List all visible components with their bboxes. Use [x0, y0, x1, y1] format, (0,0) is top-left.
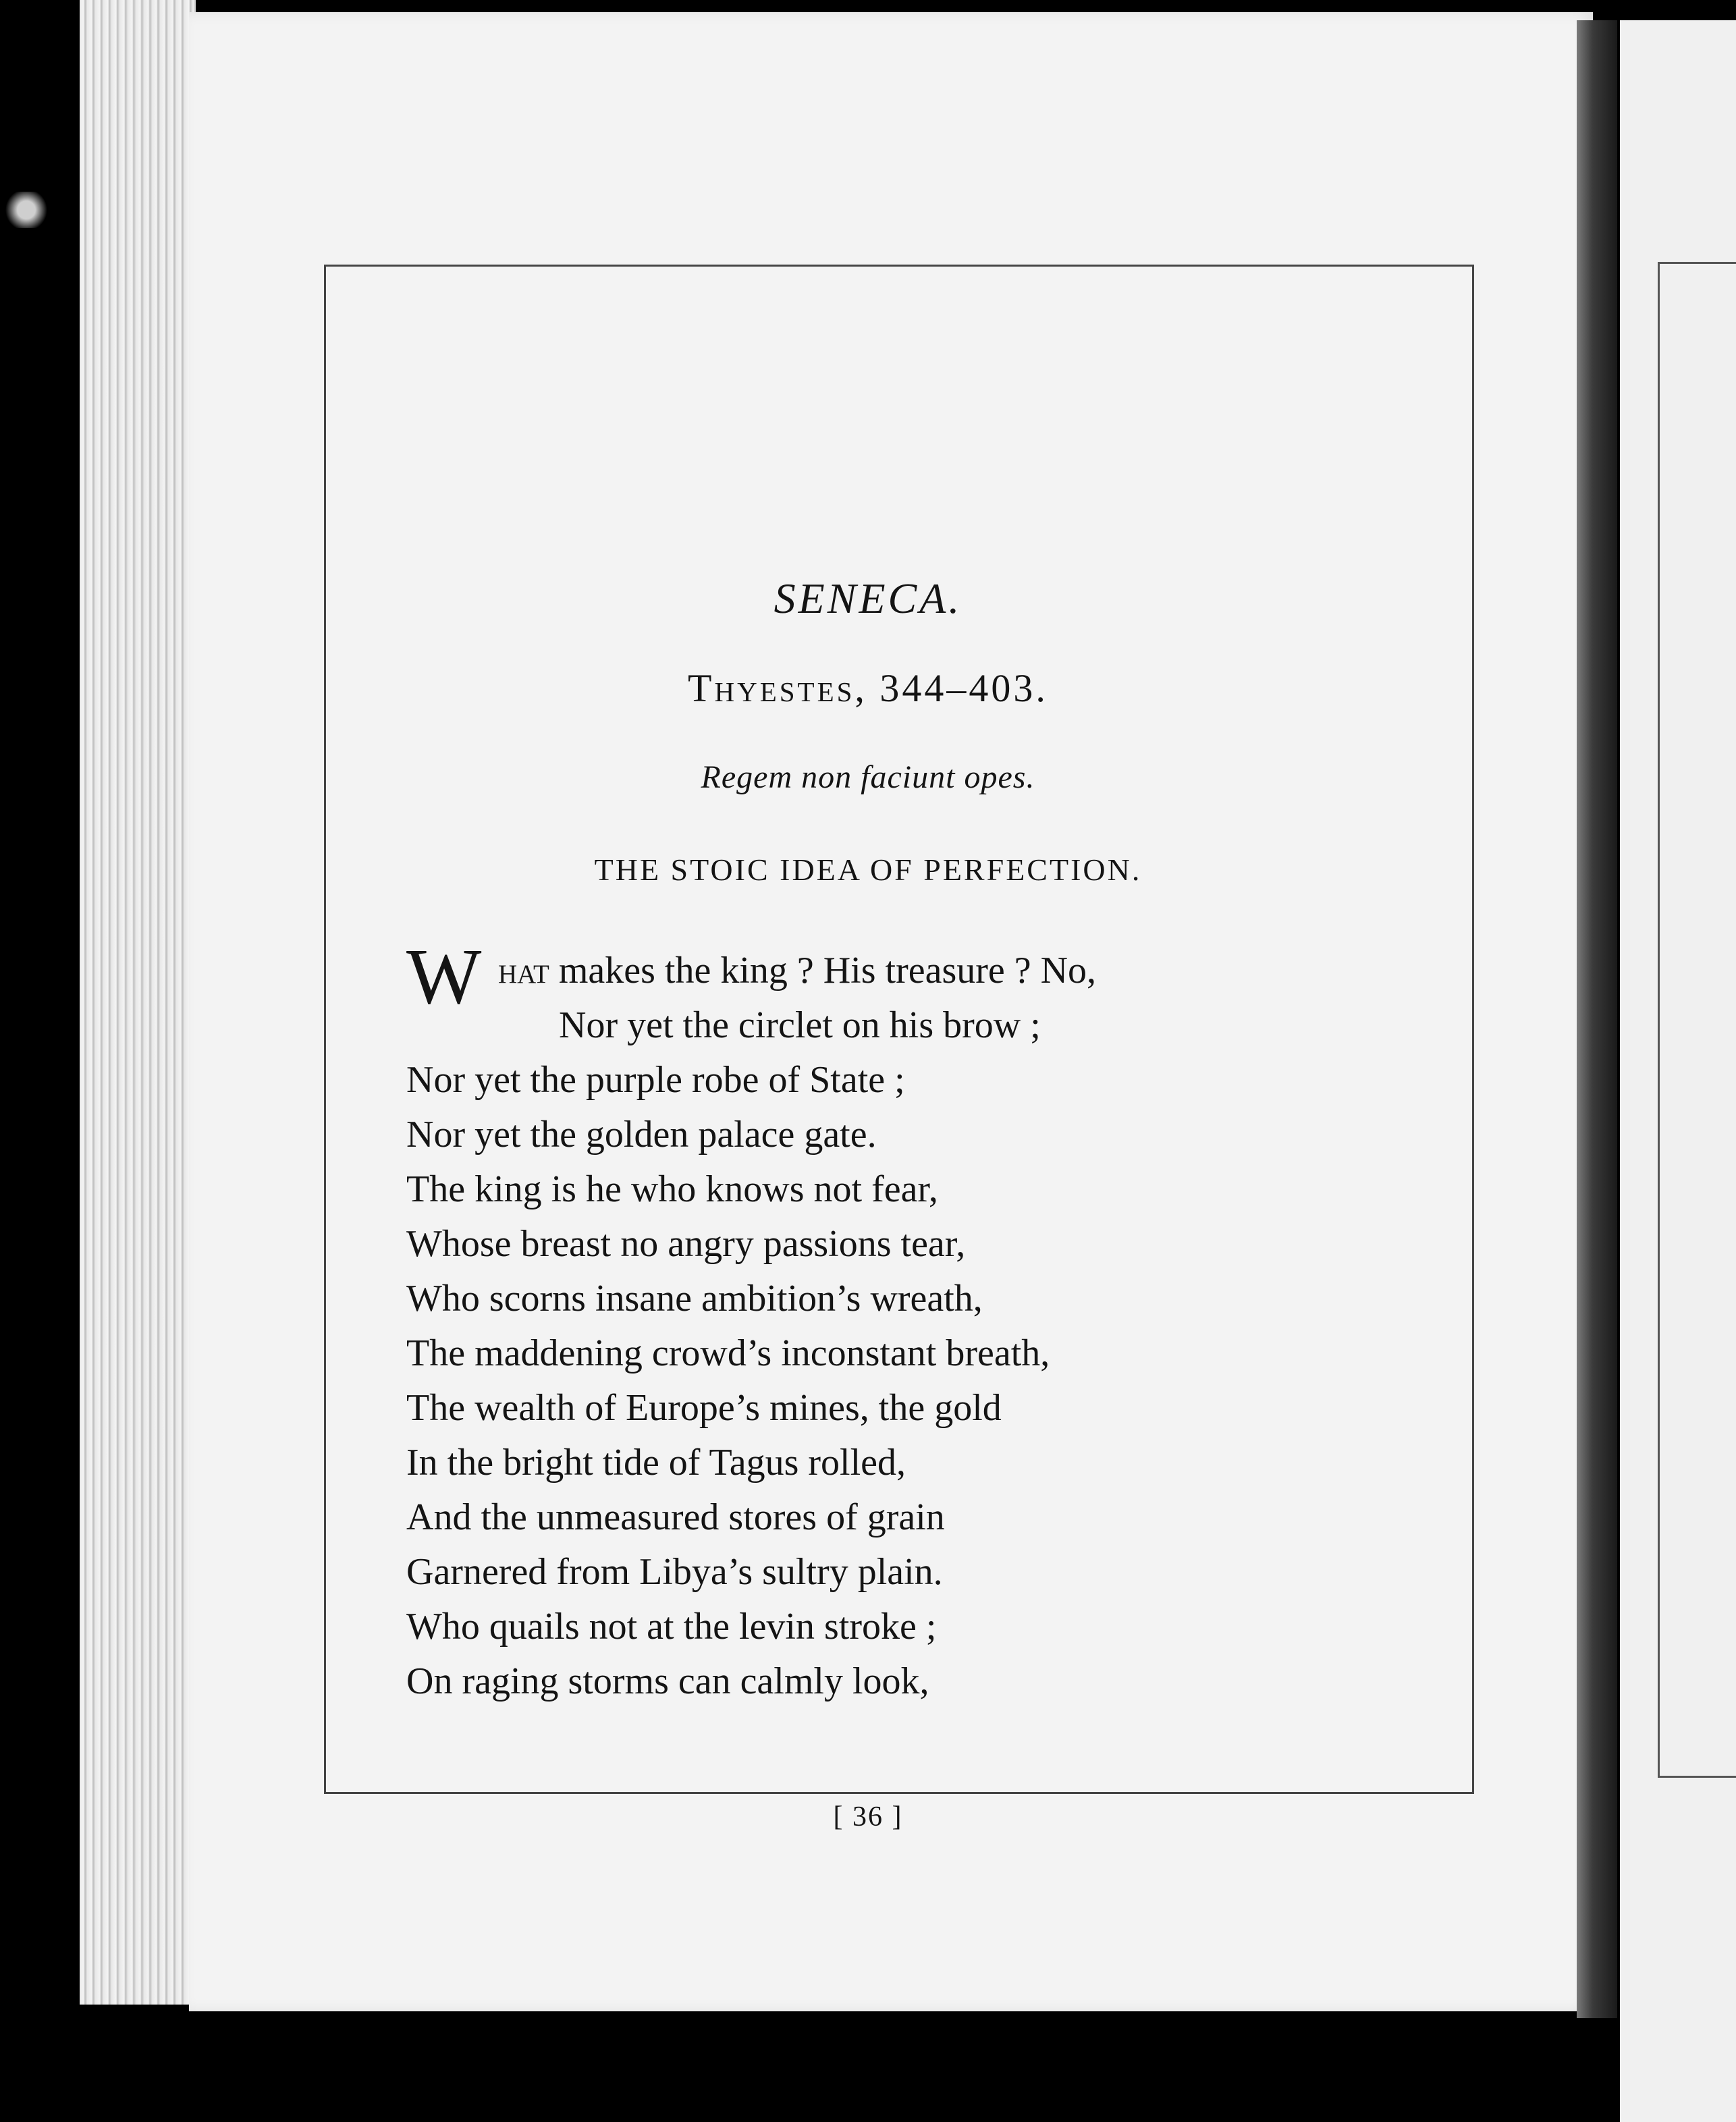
page-subtitle: Thyestes, 344–403.: [688, 666, 1048, 710]
poem-line: Whose breast no angry passions tear,: [406, 1223, 966, 1265]
first-line-rest: makes the king ? His treasure ? No,: [549, 950, 1097, 991]
drop-cap: W: [406, 932, 482, 1021]
page-title: SENECA.: [774, 574, 962, 622]
poem-line: And the unmeasured stores of grain: [406, 1496, 945, 1538]
poem-line: The wealth of Europe’s mines, the gold: [406, 1387, 1002, 1429]
poem-line: On raging storms can calmly look,: [406, 1660, 929, 1702]
section-heading: THE STOIC IDEA OF PERFECTION.: [594, 852, 1142, 887]
poem-line: The king is he who knows not fear,: [406, 1168, 938, 1210]
book-gutter: [1577, 20, 1617, 2018]
first-line-text: [406, 950, 1096, 991]
poem-line: Nor yet the circlet on his brow ;: [559, 1004, 1041, 1046]
scan-speck: [3, 192, 50, 228]
poem: [406, 932, 1459, 1709]
first-line-smallcaps: hat: [498, 950, 549, 991]
poem-line: The maddening crowd’s inconstant breath,: [406, 1332, 1050, 1374]
poem-line: In the bright tide of Tagus rolled,: [406, 1442, 906, 1484]
facing-page-frame: [1658, 262, 1736, 1778]
poem-line: Who scorns insane ambition’s wreath,: [406, 1278, 983, 1320]
poem-line: Nor yet the golden palace gate.: [406, 1114, 877, 1155]
poem-line: Who quails not at the levin stroke ;: [406, 1606, 937, 1648]
poem-line-first: [406, 932, 1459, 1021]
poem-line: Garnered from Libya’s sultry plain.: [406, 1551, 943, 1593]
page-edges: [80, 0, 196, 2005]
poem-line: Nor yet the purple robe of State ;: [406, 1059, 905, 1101]
latin-motto: Regem non faciunt opes.: [701, 759, 1035, 795]
page-number: [ 36 ]: [833, 1801, 903, 1832]
